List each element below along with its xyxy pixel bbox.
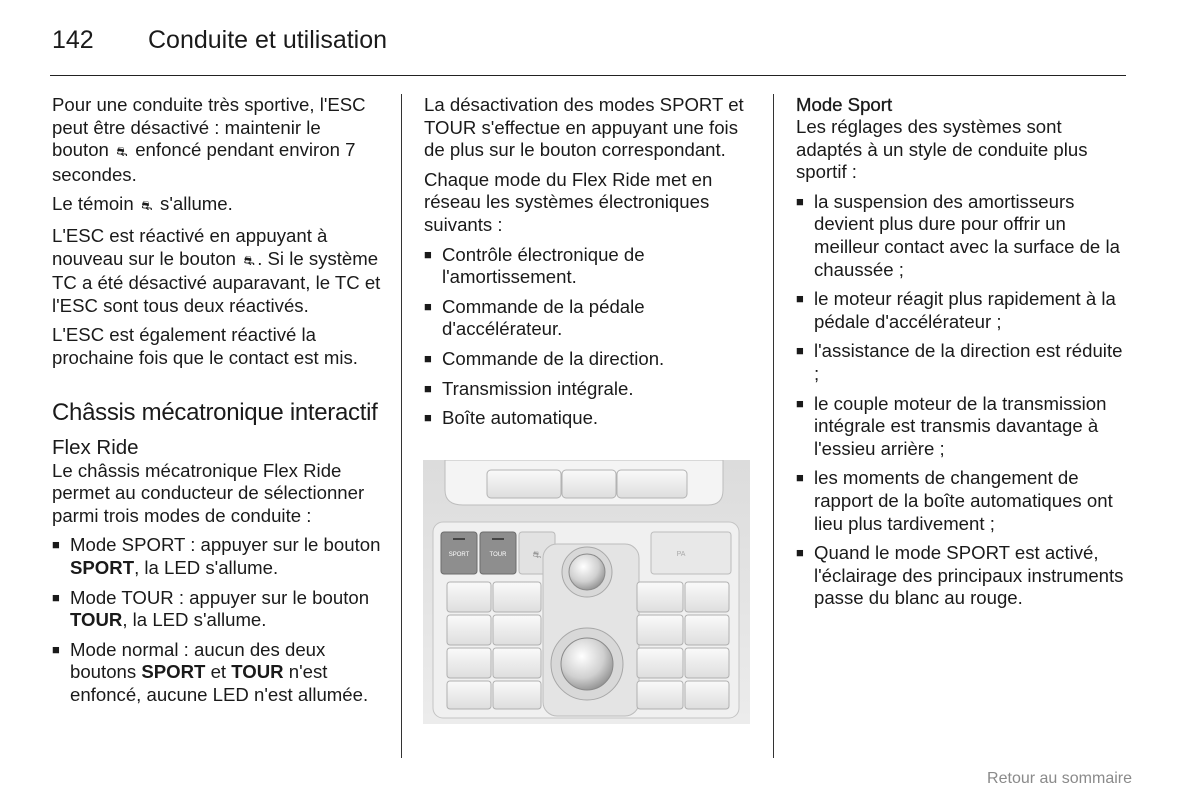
list-item <box>796 191 1132 281</box>
text: Contrôle électronique de l'amortissement. <box>442 243 645 288</box>
deactivation-paragraph: La désactivation des modes SPORT et TOUR s'effectue en appuyant une fois de plus sur le bouton correspondant. <box>424 94 744 161</box>
section-heading: Châssis mécatronique interactif <box>52 398 378 426</box>
square-bullet-icon: ■ <box>796 395 804 411</box>
text: L'ESC est réactivé en appuyant à nouveau sur le bouton <box>52 224 328 269</box>
text: les moments de changement de rapport de la boîte automatiques ont lieu plus tardivement ; <box>814 467 1113 534</box>
list-item <box>796 340 1132 385</box>
pa-button-label: PA <box>676 551 686 558</box>
flex-ride-panel-illustration <box>423 460 750 724</box>
page-number: 142 <box>52 26 94 54</box>
text: Mode SPORT : appuyer sur le bouton <box>70 534 381 556</box>
text: Commande de la pédale d'accélérateur. <box>442 295 645 340</box>
list-item <box>424 348 754 371</box>
text: Transmission intégrale. <box>442 377 634 399</box>
list-item <box>52 639 382 707</box>
mode-sport-intro: Les réglages des systèmes sont adaptés à un style de conduite plus sportif : <box>796 116 1088 183</box>
text: Quand le mode SPORT est activé, l'éclairage des principaux instruments passe du blanc au rouge. <box>814 542 1124 609</box>
lower-knob <box>561 638 613 690</box>
esc-paragraph-2 <box>52 193 382 218</box>
list-item <box>796 542 1132 610</box>
square-bullet-icon: ■ <box>52 537 60 553</box>
esc-off-icon: ⛐ <box>116 144 128 160</box>
text: enfoncé pendant environ 7 secondes. <box>52 139 356 185</box>
list-item <box>424 296 754 341</box>
text: l'assistance de la direction est réduite ; <box>814 340 1123 384</box>
page-title: Conduite et utilisation <box>148 26 388 54</box>
square-bullet-icon: ■ <box>796 470 804 486</box>
square-bullet-icon: ■ <box>796 193 804 209</box>
bold-text: TOUR <box>70 609 123 631</box>
panel-drawing <box>423 460 750 724</box>
text: , la LED s'allume. <box>122 609 267 631</box>
column-divider-1 <box>401 94 402 758</box>
list-item <box>796 288 1132 333</box>
list-item <box>52 534 382 579</box>
esc-paragraph-1 <box>52 94 382 186</box>
text: n'est enfoncé, aucune LED n'est allumée. <box>70 661 369 705</box>
network-paragraph: Chaque mode du Flex Ride met en réseau les systèmes électroniques suivants : <box>424 168 713 235</box>
text: le moteur réagit plus rapidement à la pédale d'accélérateur ; <box>814 288 1116 332</box>
square-bullet-icon: ■ <box>796 291 804 307</box>
tour-button-label: TOUR <box>489 552 507 558</box>
square-bullet-icon: ■ <box>52 641 60 657</box>
text: Le témoin <box>52 193 134 215</box>
square-bullet-icon: ■ <box>796 343 804 359</box>
esc-off-icon: ⛐ <box>532 550 542 561</box>
mode-sport-heading: Mode Sport <box>796 94 893 115</box>
list-item <box>424 407 754 430</box>
column-3 <box>796 94 1132 617</box>
column-divider-2 <box>773 94 774 758</box>
page-header <box>52 26 387 55</box>
text: la suspension des amortisseurs devient plus dure pour offrir un meilleur contact avec la surface de la chaussée ; <box>814 190 1120 280</box>
list-item <box>424 378 754 401</box>
text: , la LED s'allume. <box>134 556 279 578</box>
column-1 <box>52 94 382 713</box>
esc-warning-icon: ⛐ <box>141 198 153 214</box>
esc-off-icon: ⛐ <box>243 252 255 268</box>
column-2 <box>424 94 754 437</box>
esc-paragraph-3 <box>52 225 382 317</box>
text: Mode TOUR : appuyer sur le bouton <box>70 586 370 608</box>
square-bullet-icon: ■ <box>52 589 60 605</box>
header-rule <box>50 75 1126 76</box>
systems-list <box>424 244 754 430</box>
esc-paragraph-4: L'ESC est également réactivé la prochaine fois que le contact est mis. <box>52 324 358 368</box>
text: et <box>210 661 227 683</box>
text: s'allume. <box>160 193 233 215</box>
subsection-heading: Flex Ride <box>52 435 139 459</box>
back-to-contents-link[interactable]: Retour au sommaire <box>987 770 1132 787</box>
list-item <box>796 393 1132 461</box>
sport-button-label: SPORT <box>448 552 470 558</box>
square-bullet-icon: ■ <box>424 410 432 426</box>
upper-knob <box>569 554 605 590</box>
list-item <box>796 467 1132 535</box>
text: le couple moteur de la transmission intégrale est transmis davantage à l'essieu arrière ; <box>814 392 1107 459</box>
bold-text: SPORT <box>141 661 206 683</box>
mode-list <box>52 534 382 706</box>
text: Commande de la direction. <box>442 347 665 369</box>
bold-text: SPORT <box>70 556 135 578</box>
flex-ride-intro: Le châssis mécatronique Flex Ride permet au conducteur de sélectionner parmi trois modes de conduite : <box>52 459 365 526</box>
sport-effects-list <box>796 191 1132 610</box>
square-bullet-icon: ■ <box>424 246 432 262</box>
bold-text: TOUR <box>231 661 284 683</box>
square-bullet-icon: ■ <box>424 350 432 366</box>
text: Pour une conduite très sportive, l'ESC peut être désactivé : maintenir le bouton <box>52 94 366 161</box>
text: . Si le système TC a été désactivé auparavant, le TC et l'ESC sont tous deux réactivés. <box>52 247 381 316</box>
text: Boîte automatique. <box>442 407 599 429</box>
text: Mode normal : aucun des deux boutons <box>70 638 326 683</box>
square-bullet-icon: ■ <box>796 545 804 561</box>
square-bullet-icon: ■ <box>424 298 432 314</box>
list-item <box>52 587 382 632</box>
list-item <box>424 244 754 289</box>
square-bullet-icon: ■ <box>424 380 432 396</box>
